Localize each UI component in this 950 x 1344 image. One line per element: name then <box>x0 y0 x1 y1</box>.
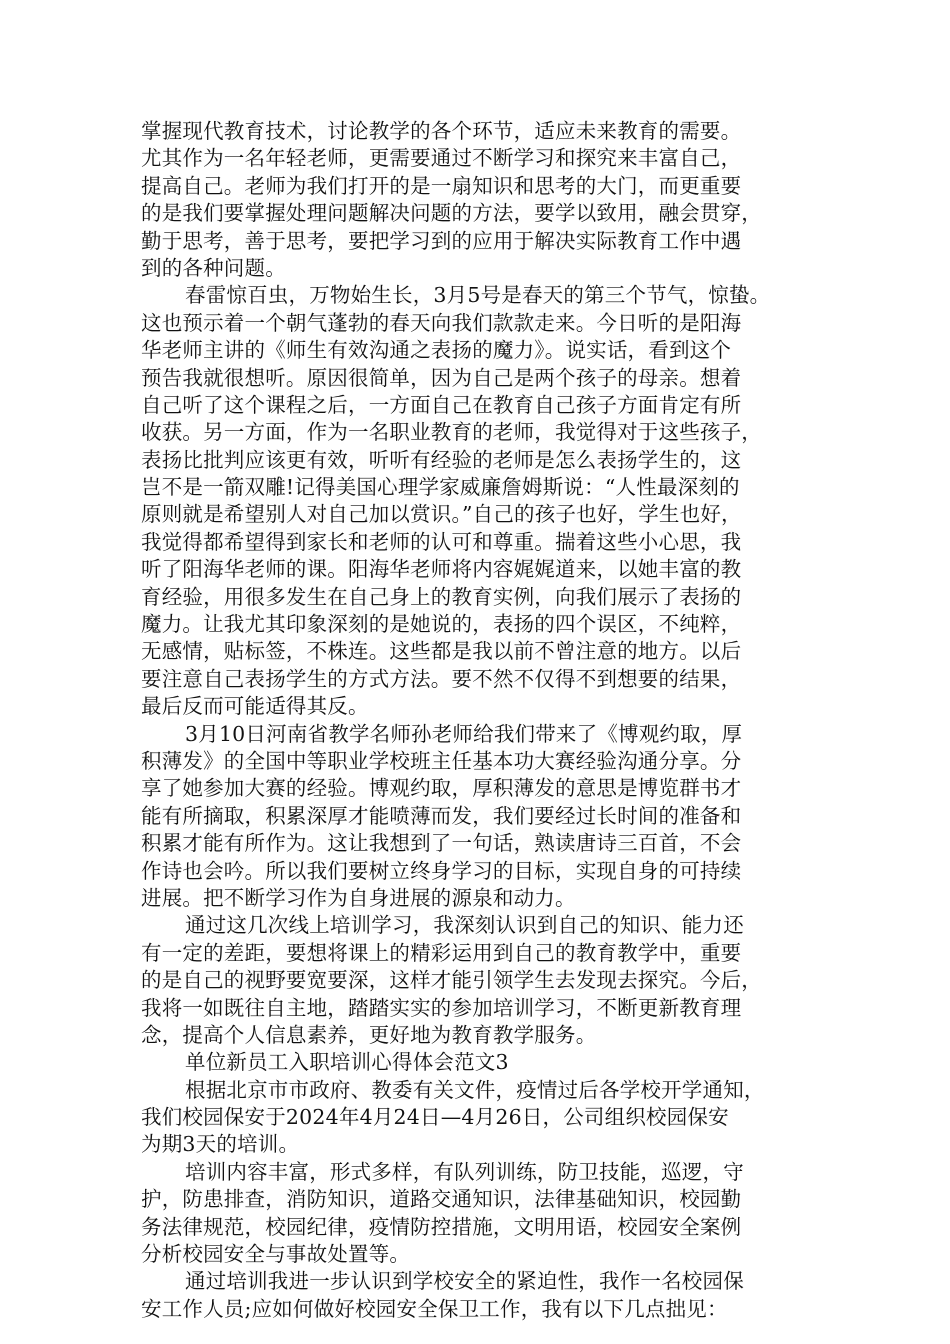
text-line: 魔力。让我尤其印象深刻的是她说的，表扬的四个误区，不纯粹， <box>141 612 742 637</box>
text-line: 原则就是希望别人对自己加以赏识。”自己的孩子也好，学生也好， <box>141 502 742 527</box>
text-line: 收获。另一方面，作为一名职业教育的老师，我觉得对于这些孩子， <box>141 420 762 445</box>
paragraph-first-line: 通过培训我进一步认识到学校安全的紧迫性，我作一名校园保 <box>185 1269 744 1294</box>
text-line: 进展。把不断学习作为自身进展的源泉和动力。 <box>141 885 576 910</box>
text-line: 享了她参加大赛的经验。博观约取，厚积薄发的意思是博览群书才 <box>141 776 742 801</box>
text-line: 掌握现代教育技术，讨论教学的各个环节，适应未来教育的需要。 <box>141 119 742 143</box>
text-line: 预告我就很想听。原因很简单，因为自己是两个孩子的母亲。想着 <box>141 365 742 390</box>
text-line: 勤于思考，善于思考，要把学习到的应用于解决实际教育工作中遇 <box>141 228 742 253</box>
text-line: 我觉得都希望得到家长和老师的认可和尊重。揣着这些小心思，我 <box>141 529 742 554</box>
text-line: 积薄发》的全国中等职业学校班主任基本功大赛经验沟通分享。分 <box>141 748 742 773</box>
text-line: 安工作人员;应如何做好校园安全保卫工作，我有以下几点拙见： <box>141 1296 728 1321</box>
paragraph-first-line: 培训内容丰富，形式多样，有队列训练，防卫技能，巡逻，守 <box>185 1159 744 1184</box>
text-line: 务法律规范，校园纪律，疫情防控措施，文明用语，校园安全案例 <box>141 1214 742 1239</box>
text-line: 我们校园保安于2024年4月24日—4月26日，公司组织校园保安 <box>141 1105 729 1130</box>
paragraph-first-line: 3月10日河南省教学名师孙老师给我们带来了《博观约取，厚 <box>185 721 743 746</box>
text-line: 最后反而可能适得其反。 <box>141 694 369 719</box>
paragraph-first-line: 通过这几次线上培训学习，我深刻认识到自己的知识、能力还 <box>185 913 744 938</box>
text-line: 提高自己。老师为我们打开的是一扇知识和思考的大门，而更重要 <box>141 173 742 198</box>
text-line: 自己听了这个课程之后，一方面自己在教育自己孩子方面肯定有所 <box>141 392 742 417</box>
text-line: 分析校园安全与事故处置等。 <box>141 1242 411 1267</box>
paragraph-first-line: 单位新员工入职培训心得体会范文3 <box>185 1050 509 1075</box>
text-line: 听了阳海华老师的课。阳海华老师将内容娓娓道来，以她丰富的教 <box>141 557 742 582</box>
text-line: 尤其作为一名年轻老师，更需要通过不断学习和探究来丰富自己， <box>141 146 742 171</box>
text-line: 的是我们要掌握处理问题解决问题的方法，要学以致用，融会贯穿， <box>141 201 762 226</box>
text-line: 我将一如既往自主地，踏踏实实的参加培训学习，不断更新教育理 <box>141 995 742 1020</box>
text-line: 华老师主讲的《师生有效沟通之表扬的魔力》。说实话，看到这个 <box>141 338 732 363</box>
text-line: 护，防患排查，消防知识，道路交通知识，法律基础知识，校园勤 <box>141 1187 742 1212</box>
paragraph-first-line: 根据北京市市政府、教委有关文件，疫情过后各学校开学通知， <box>185 1077 765 1102</box>
text-line: 作诗也会吟。所以我们要树立终身学习的目标，实现自身的可持续 <box>141 858 742 883</box>
text-line: 积累才能有所作为。这让我想到了一句话，熟读唐诗三百首，不会 <box>141 831 742 856</box>
text-line: 的是自己的视野要宽要深，这样才能引领学生去发现去探究。今后， <box>141 968 762 993</box>
text-line: 育经验，用很多发生在自己身上的教育实例，向我们展示了表扬的 <box>141 584 742 609</box>
text-line: 岂不是一箭双雕!记得美国心理学家威廉詹姆斯说：“人性最深刻的 <box>141 475 740 500</box>
text-line: 为期3天的培训。 <box>141 1132 300 1157</box>
text-line: 表扬比批判应该更有效，听听有经验的老师是怎么表扬学生的，这 <box>141 447 742 472</box>
text-line: 能有所摘取，积累深厚才能喷薄而发，我们要经过长时间的准备和 <box>141 803 742 828</box>
text-line: 到的各种问题。 <box>141 255 286 280</box>
document-body <box>141 118 809 1323</box>
text-line: 无感情，贴标签，不株连。这些都是我以前不曾注意的地方。以后 <box>141 639 742 664</box>
text-line: 这也预示着一个朝气蓬勃的春天向我们款款走来。今日听的是阳海 <box>141 310 742 335</box>
text-line: 要注意自己表扬学生的方式方法。要不然不仅得不到想要的结果， <box>141 666 742 691</box>
paragraph-first-line: 春雷惊百虫，万物始生长，3月5号是春天的第三个节气，惊蛰。 <box>185 283 771 308</box>
text-line: 念，提高个人信息素养，更好地为教育教学服务。 <box>141 1022 597 1047</box>
text-line: 有一定的差距，要想将课上的精彩运用到自己的教育教学中，重要 <box>141 940 742 965</box>
